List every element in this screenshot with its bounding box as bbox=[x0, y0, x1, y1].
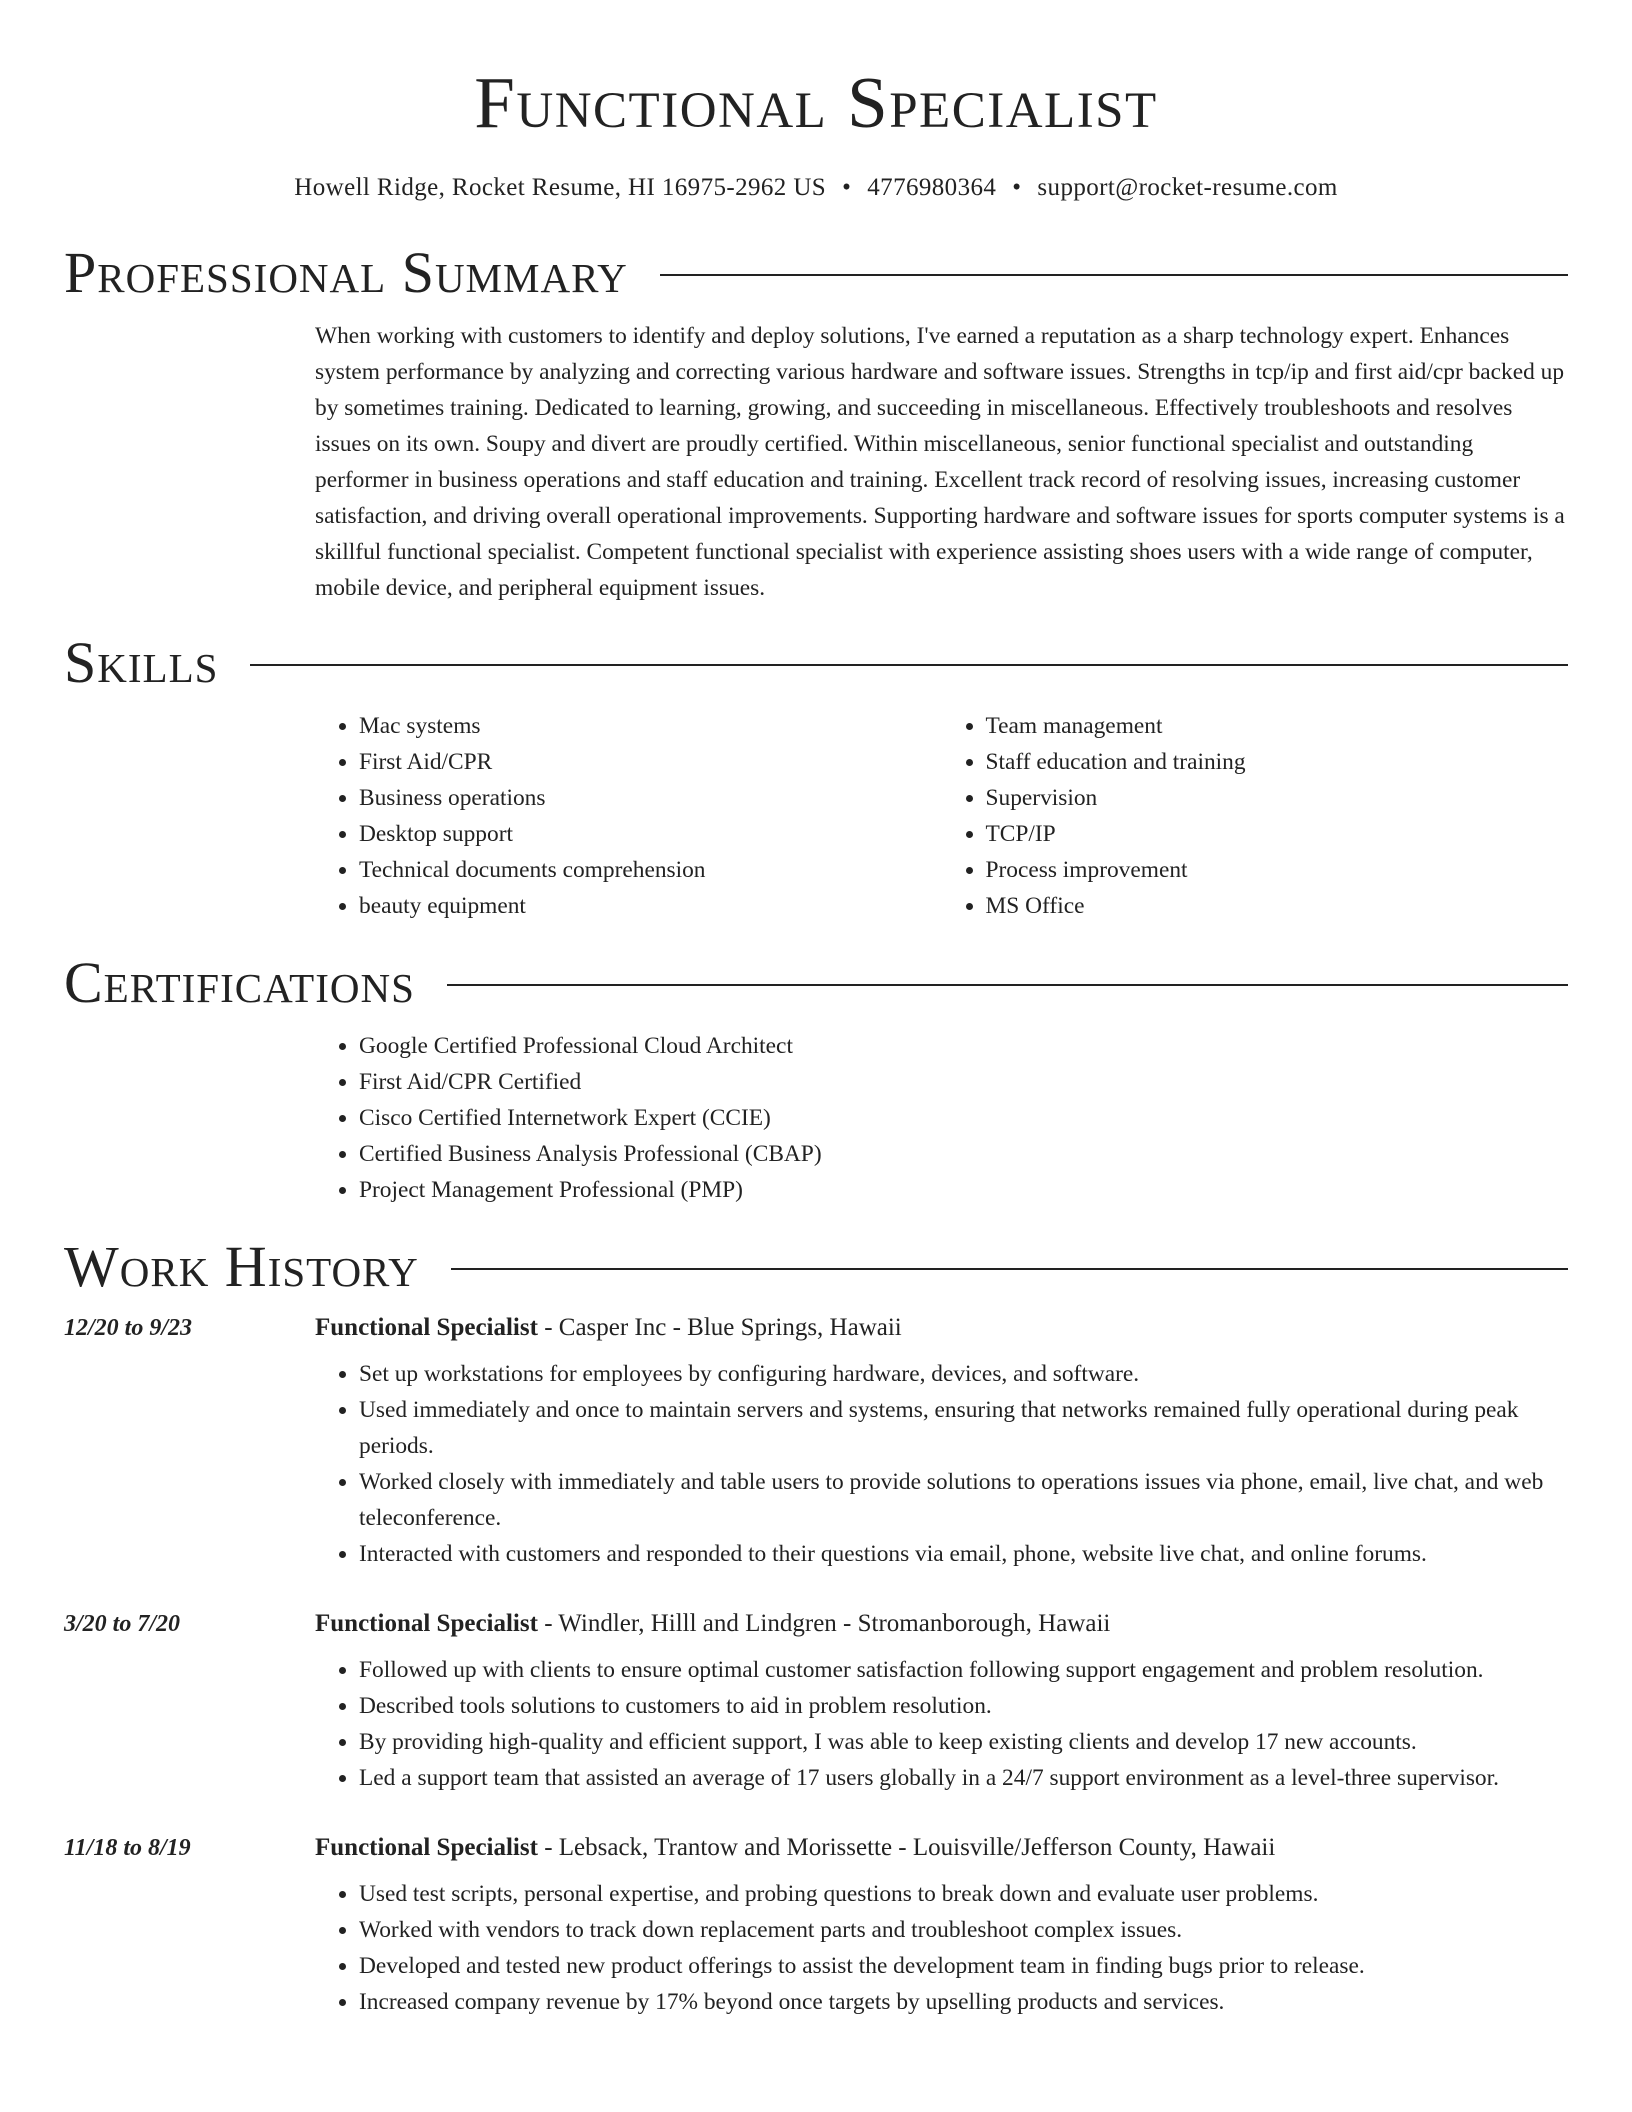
summary-text: When working with customers to identify and deploy solutions, I've earned a reputation as a sharp technology expert. Enhances system performance by analyzing and correcting various hardware and software issues. Strengths in tcp/ip and first aid/cpr backed up by sometimes training. Dedicated to learning, growing, and succeeding in miscellaneous. Effectively troubleshoots and resolves issues on its own. Soupy and divert are proudly certified. Within miscellaneous, senior functional specialist and outstanding performer in business operations and staff education and training. Excellent track record of resolving issues, increasing customer satisfaction, and driving overall operational improvements. Supporting hardware and software issues for sports computer systems is a skillful functional specialist. Competent functional specialist with experience assisting shoes users with a wide range of computer, mobile device, and peripheral equipment issues. bbox=[315, 323, 1565, 601]
skill-item: • Business operations bbox=[359, 780, 942, 816]
skill-item: • Desktop support bbox=[359, 816, 942, 852]
job-bullet: • Led a support team that assisted an average of 17 users globally in a 24/7 support environment as a level-three supervisor. bbox=[359, 1760, 1568, 1796]
certifications-list-wrap bbox=[315, 1028, 1568, 1208]
job-bullets bbox=[315, 1876, 1568, 2020]
job-dates: 11/18 to 8/19 bbox=[64, 1835, 191, 1861]
certification-item: • Google Certified Professional Cloud Architect bbox=[359, 1028, 1568, 1064]
work-history-section-header bbox=[64, 1236, 1568, 1298]
section-divider bbox=[447, 984, 1568, 986]
job-bullet: • Developed and tested new product offerings to assist the development team in finding bugs prior to release. bbox=[359, 1948, 1568, 1984]
certifications-heading: Certifications bbox=[64, 950, 415, 1015]
work-history-heading: Work History bbox=[64, 1234, 419, 1299]
job-bullets bbox=[315, 1356, 1568, 1572]
job-bullet: • Worked with vendors to track down replacement parts and troubleshoot complex issues. bbox=[359, 1912, 1568, 1948]
skill-item: • Staff education and training bbox=[986, 744, 1569, 780]
certification-item: • Project Management Professional (PMP) bbox=[359, 1172, 1568, 1208]
skill-item: • beauty equipment bbox=[359, 888, 942, 924]
job-bullet: • Used test scripts, personal expertise, and probing questions to break down and evaluate user problems. bbox=[359, 1876, 1568, 1912]
job-dates: 12/20 to 9/23 bbox=[64, 1315, 193, 1341]
resume-name: Functional Specialist bbox=[474, 62, 1158, 143]
skills-section-header bbox=[64, 632, 1568, 694]
skills-list-left bbox=[315, 708, 942, 924]
job-entry bbox=[64, 1314, 1568, 1572]
certifications-section-header bbox=[64, 952, 1568, 1014]
contact-line bbox=[64, 174, 1568, 202]
job-employer-location: - Windler, Hilll and Lindgren - Stromanborough, Hawaii bbox=[537, 1610, 1111, 1637]
certification-item: • Certified Business Analysis Professional (CBAP) bbox=[359, 1136, 1568, 1172]
contact-separator: • bbox=[1012, 174, 1022, 201]
section-divider bbox=[250, 664, 1568, 666]
job-title-line bbox=[315, 1314, 902, 1342]
certifications-list bbox=[315, 1028, 1568, 1208]
job-header bbox=[64, 1314, 1568, 1342]
skill-item: • MS Office bbox=[986, 888, 1569, 924]
skill-item: • Mac systems bbox=[359, 708, 942, 744]
job-bullets bbox=[315, 1652, 1568, 1796]
job-employer-location: - Casper Inc - Blue Springs, Hawaii bbox=[537, 1314, 902, 1341]
skills-list-right bbox=[942, 708, 1569, 924]
skill-item: • Supervision bbox=[986, 780, 1569, 816]
skills-heading: Skills bbox=[64, 630, 219, 695]
section-divider bbox=[451, 1268, 1568, 1270]
job-bullet: • Used immediately and once to maintain servers and systems, ensuring that networks remained fully operational during peak periods. bbox=[359, 1392, 1568, 1464]
certification-item: • First Aid/CPR Certified bbox=[359, 1064, 1568, 1100]
job-bullet: • Described tools solutions to customers to aid in problem resolution. bbox=[359, 1688, 1568, 1724]
skill-item: • Team management bbox=[986, 708, 1569, 744]
contact-email[interactable]: support@rocket-resume.com bbox=[1037, 174, 1338, 201]
job-title: Functional Specialist bbox=[315, 1610, 538, 1637]
contact-separator: • bbox=[842, 174, 852, 201]
skill-item: • Technical documents comprehension bbox=[359, 852, 942, 888]
contact-address: Howell Ridge, Rocket Resume, HI 16975-2962 US bbox=[294, 174, 827, 201]
job-entry bbox=[64, 1834, 1568, 2020]
job-header bbox=[64, 1834, 1568, 1862]
job-bullet: • Worked closely with immediately and table users to provide solutions to operations issues via phone, email, live chat, and web teleconference. bbox=[359, 1464, 1568, 1536]
job-entry bbox=[64, 1610, 1568, 1796]
job-title: Functional Specialist bbox=[315, 1834, 538, 1861]
job-employer-location: - Lebsack, Trantow and Morissette - Louisville/Jefferson County, Hawaii bbox=[537, 1834, 1276, 1861]
job-header bbox=[64, 1610, 1568, 1638]
job-bullet: • Increased company revenue by 17% beyond once targets by upselling products and services. bbox=[359, 1984, 1568, 2020]
job-bullet: • By providing high-quality and efficient support, I was able to keep existing clients and develop 17 new accounts. bbox=[359, 1724, 1568, 1760]
job-title: Functional Specialist bbox=[315, 1314, 538, 1341]
summary-section-header bbox=[64, 242, 1568, 304]
job-title-line bbox=[315, 1610, 1110, 1638]
job-bullet: • Interacted with customers and responded to their questions via email, phone, website live chat, and online forums. bbox=[359, 1536, 1568, 1572]
skill-item: • TCP/IP bbox=[986, 816, 1569, 852]
summary-heading: Professional Summary bbox=[64, 240, 628, 305]
job-bullet: • Set up workstations for employees by configuring hardware, devices, and software. bbox=[359, 1356, 1568, 1392]
skill-item: • Process improvement bbox=[986, 852, 1569, 888]
job-bullet: • Followed up with clients to ensure optimal customer satisfaction following support engagement and problem resolution. bbox=[359, 1652, 1568, 1688]
section-divider bbox=[660, 274, 1568, 276]
contact-phone[interactable]: 4776980364 bbox=[867, 174, 997, 201]
job-title-line bbox=[315, 1834, 1275, 1862]
certification-item: • Cisco Certified Internetwork Expert (CCIE) bbox=[359, 1100, 1568, 1136]
job-dates: 3/20 to 7/20 bbox=[64, 1611, 181, 1637]
skills-grid bbox=[315, 708, 1568, 924]
skill-item: • First Aid/CPR bbox=[359, 744, 942, 780]
